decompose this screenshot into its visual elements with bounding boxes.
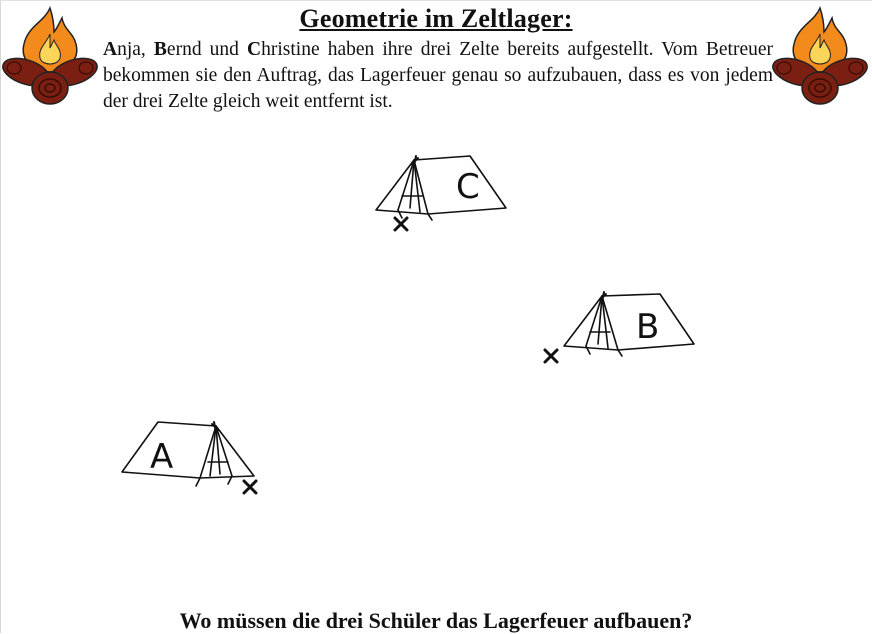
tent-icon	[376, 156, 506, 220]
separator-comma: ,	[140, 39, 154, 60]
initial-christine: C	[247, 39, 262, 60]
tent-b	[560, 288, 700, 358]
initial-bernd: B	[153, 39, 167, 60]
tent-label: C	[456, 167, 480, 207]
tent-icon	[122, 422, 254, 486]
cross-marker-icon	[542, 347, 560, 365]
tent-label: B	[636, 307, 660, 347]
separator-und: und	[201, 39, 248, 60]
page-border-top	[0, 0, 872, 1]
task-text: haben ihre drei Zelte bereits aufgestellt. Vom Betreuer bekommen sie den Auftrag, das Lagerfeuer genau so aufzubauen, dass es von jedem der drei Zelte gleich weit entfernt ist.	[103, 39, 774, 112]
tent-label: A	[150, 437, 174, 477]
name-rest-anja: nja	[117, 39, 141, 60]
name-rest-christine: hristine	[261, 39, 320, 60]
initial-anja: A	[103, 39, 118, 60]
tent-a	[118, 418, 258, 488]
name-rest-bernd: ernd	[166, 39, 202, 60]
tent-icon	[564, 292, 694, 356]
task-description	[103, 37, 773, 115]
question-text: Wo müssen die drei Schüler das Lagerfeuer aufbauen?	[179, 608, 693, 633]
tent-c	[372, 152, 512, 222]
worksheet-title: Geometrie im Zeltlager:	[299, 4, 573, 33]
cross-marker-icon	[241, 478, 259, 496]
cross-marker-icon	[392, 215, 410, 233]
